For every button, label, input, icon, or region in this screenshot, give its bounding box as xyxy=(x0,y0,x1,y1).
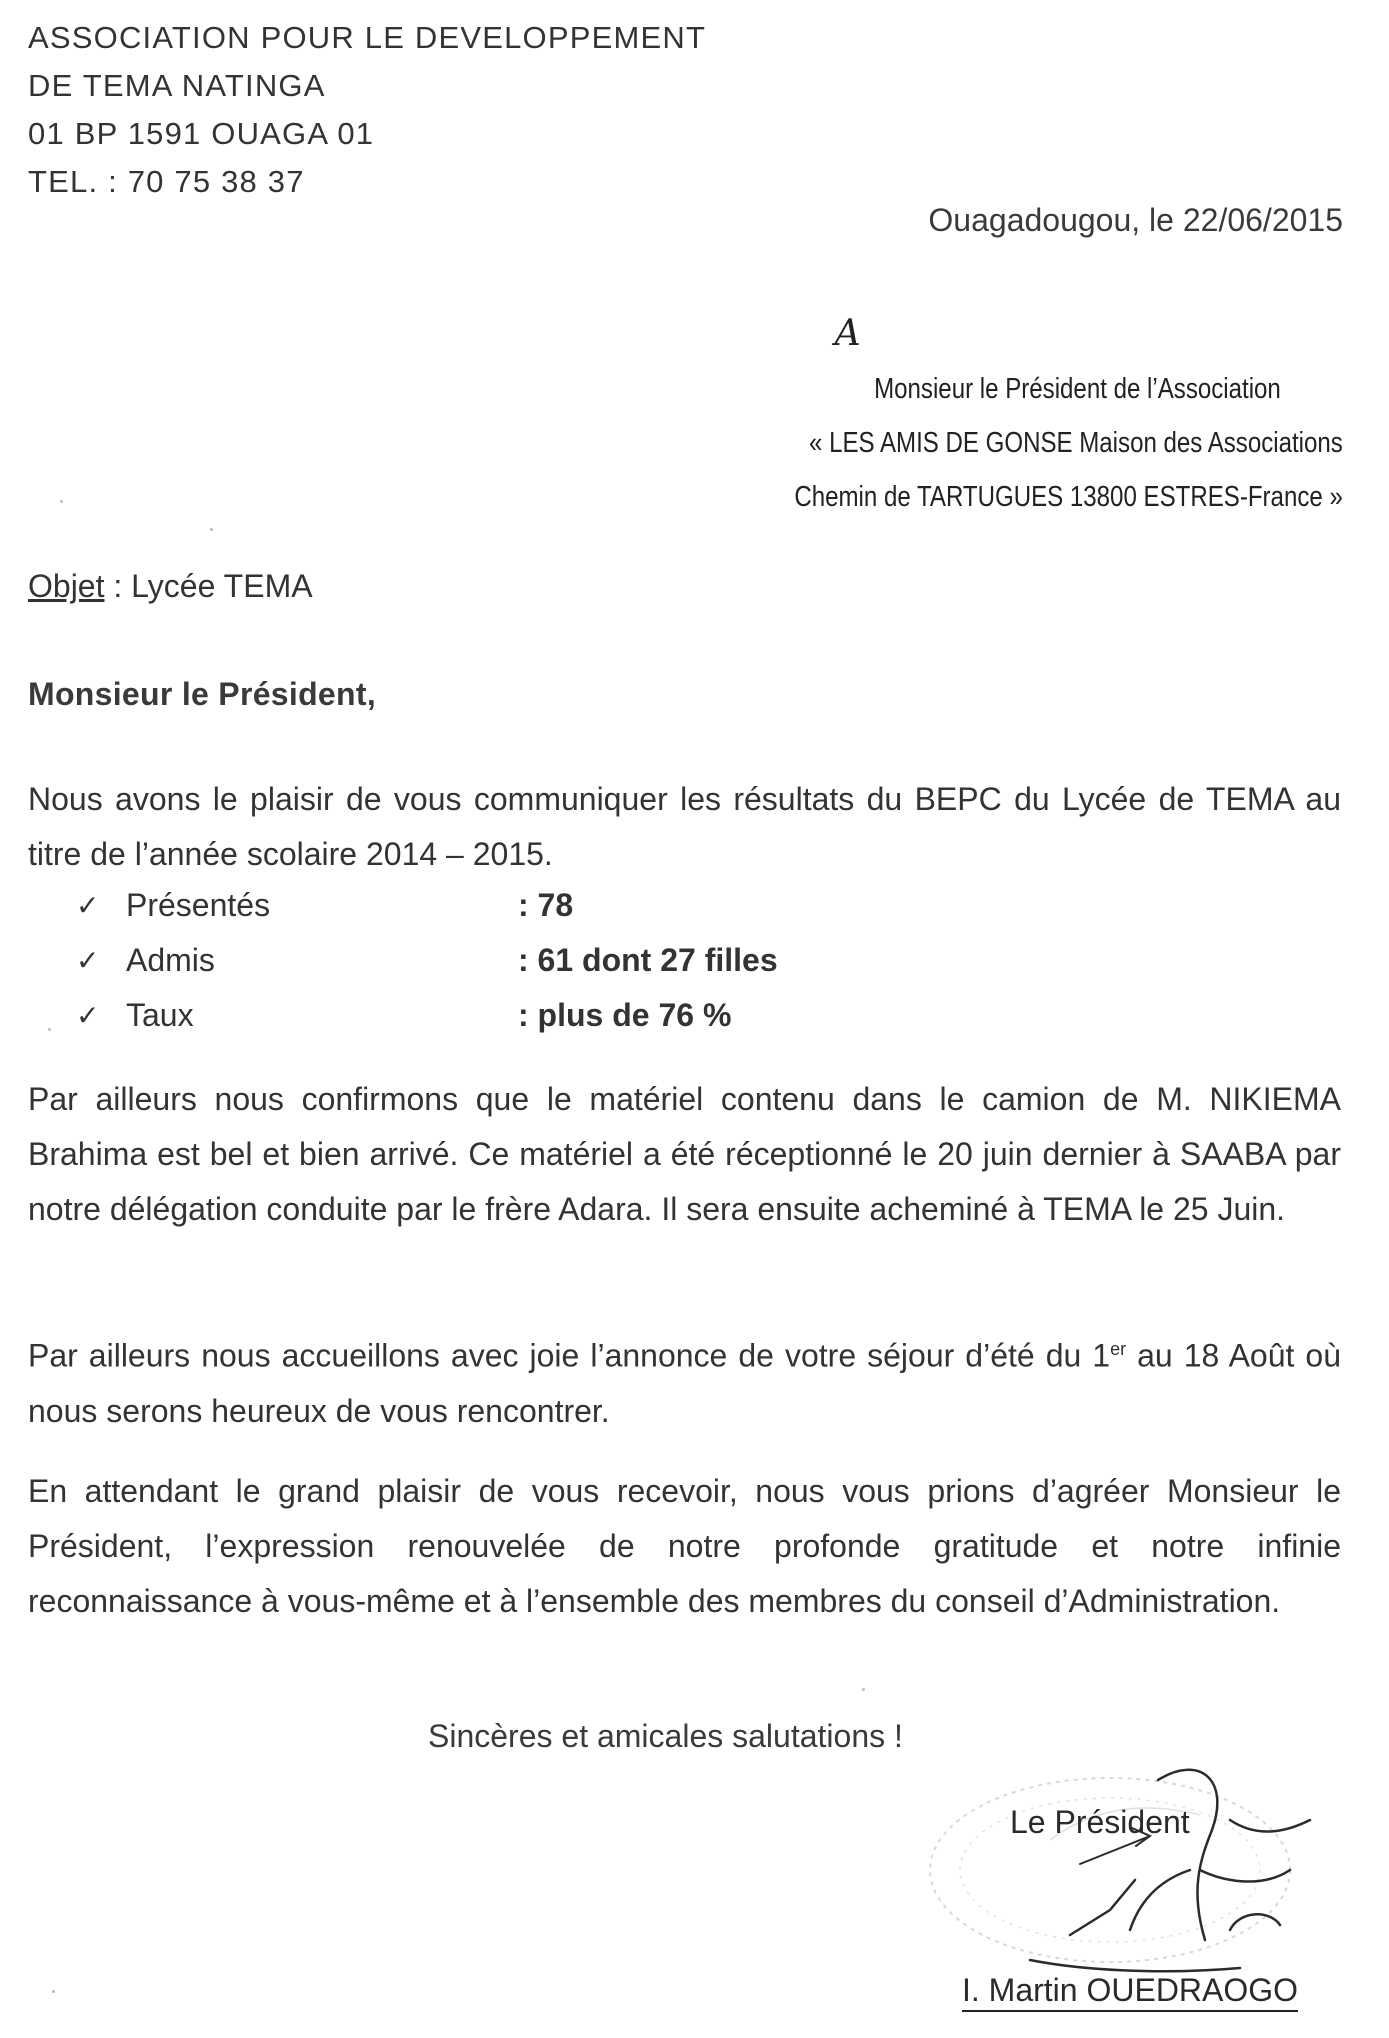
recipient-line: « LES AMIS DE GONSE Maison des Associations xyxy=(809,427,1343,459)
closing-line: Sincères et amicales salutations ! xyxy=(428,1718,903,1754)
sender-line: TEL. : 70 75 38 37 xyxy=(28,164,305,199)
result-label: Présentés xyxy=(126,887,271,923)
scan-speck xyxy=(862,1688,865,1691)
recipient-line: Monsieur le Président de l’Association xyxy=(874,373,1281,405)
letter-date: Ouagadougou, le 22/06/2015 xyxy=(928,202,1343,238)
paragraph-equipment: Par ailleurs nous confirmons que le matériel contenu dans le camion de M. NIKIEMA Brahima est bel et bien arrivé. Ce matériel a été réceptionné le 20 juin dernier à SAABA par notre délégation conduite par le frère Adara. Il sera ensuite acheminé à TEMA le 25 Juin. xyxy=(28,1081,1341,1227)
letter-object xyxy=(28,568,313,605)
paragraph-gratitude: En attendant le grand plaisir de vous recevoir, nous vous prions d’agréer Monsieur le Président, l’expression renouvelée de notre profonde gratitude et notre infinie reconnaissance à vous-même et à l’ensemble des membres du conseil d’Administration. xyxy=(28,1473,1341,1619)
signatory-name: I. Martin OUEDRAOGO xyxy=(962,1970,1298,2012)
sender-line: 01 BP 1591 OUAGA 01 xyxy=(28,116,375,151)
recipient-to-marker: A xyxy=(834,313,861,354)
sender-line: DE TEMA NATINGA xyxy=(28,68,326,103)
sender-address-block xyxy=(28,14,706,206)
result-value: : plus de 76 % xyxy=(518,997,732,1033)
sender-line: ASSOCIATION POUR LE DEVELOPPEMENT xyxy=(28,20,707,55)
check-icon: ✓ xyxy=(76,999,100,1032)
result-value: : 61 dont 27 filles xyxy=(518,942,778,978)
recipient-block xyxy=(682,306,1343,524)
paragraph-visit xyxy=(28,1322,1341,1439)
check-icon: ✓ xyxy=(76,889,100,922)
check-icon: ✓ xyxy=(76,944,100,977)
scan-speck xyxy=(48,1028,51,1031)
result-label: Taux xyxy=(126,997,194,1033)
scan-speck xyxy=(210,528,213,531)
object-label: Objet xyxy=(28,568,105,604)
recipient-line: Chemin de TARTUGUES 13800 ESTRES-France » xyxy=(794,481,1343,513)
ordinal-suffix: er xyxy=(1110,1339,1127,1359)
object-text: Lycée TEMA xyxy=(131,568,313,604)
scan-speck xyxy=(52,1990,55,1993)
salutation: Monsieur le Président, xyxy=(28,676,377,712)
result-label: Admis xyxy=(126,942,215,978)
paragraph-visit-part: au 18 Août où nous serons heureux de vous rencontrer. xyxy=(28,1337,1341,1429)
object-separator: : xyxy=(104,568,132,604)
paragraph-results-intro: Nous avons le plaisir de vous communiquer les résultats du BEPC du Lycée de TEMA au titre de l’année scolaire 2014 – 2015. xyxy=(28,781,1341,872)
paragraph-visit-part: Par ailleurs nous accueillons avec joie l’annonce de votre séjour d’été du 1 xyxy=(28,1337,1111,1374)
signatory-title: Le Président xyxy=(1010,1804,1190,1840)
result-value: : 78 xyxy=(518,887,574,923)
signature-and-stamp-graphic xyxy=(900,1760,1340,1990)
scan-speck xyxy=(60,500,63,503)
